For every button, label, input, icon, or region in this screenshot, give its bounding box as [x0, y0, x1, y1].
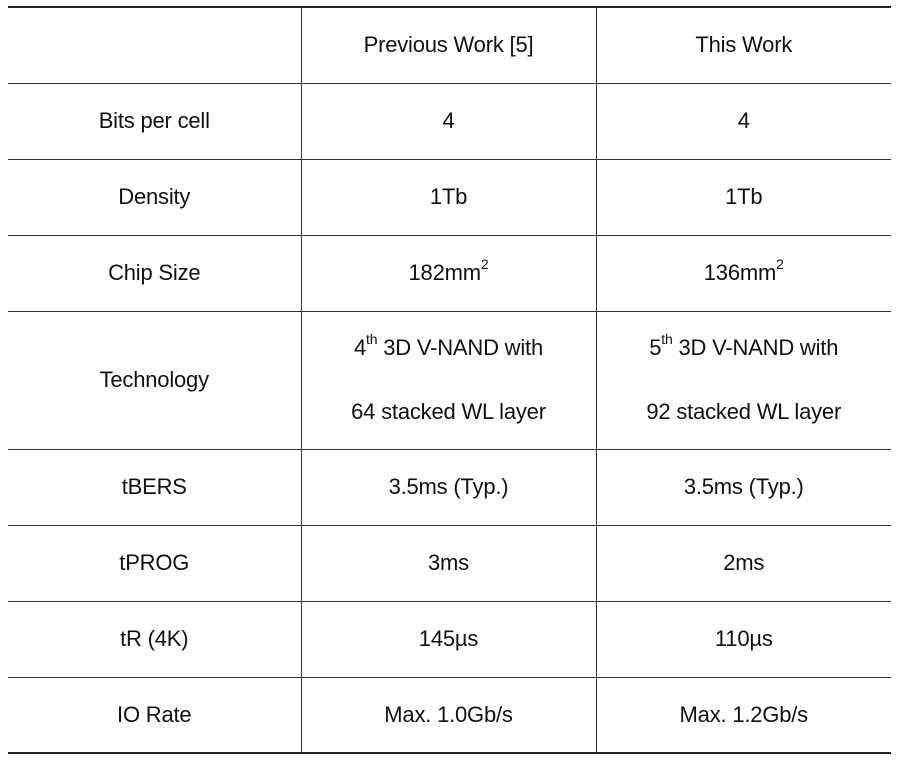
generation-number: 5: [649, 335, 662, 360]
table-row-density: [8, 159, 891, 235]
previous-work-value: 3ms: [301, 525, 596, 601]
previous-work-value: Max. 1.0Gb/s: [301, 677, 596, 753]
row-label: tPROG: [8, 525, 301, 601]
table-row-tprog: [8, 525, 891, 601]
this-work-value: 110µs: [596, 601, 891, 677]
corner-cell: [8, 7, 301, 83]
technology-line-1: [302, 330, 596, 363]
this-work-value: 4: [596, 83, 891, 159]
row-label: IO Rate: [8, 677, 301, 753]
ordinal-superscript: th: [366, 330, 378, 347]
value-superscript: 2: [776, 255, 784, 272]
generation-number: 4: [353, 335, 367, 360]
row-label: Density: [8, 159, 301, 235]
previous-work-value: 145µs: [301, 601, 596, 677]
row-label: Chip Size: [8, 235, 301, 311]
technology-line-2: 92 stacked WL layer: [646, 399, 842, 424]
technology-line-2: 64 stacked WL layer: [351, 399, 546, 424]
this-work-value: 1Tb: [596, 159, 891, 235]
column-header-previous-work: Previous Work [5]: [301, 7, 596, 83]
value-base: 136mm: [703, 260, 777, 285]
table-row-io-rate: [8, 677, 891, 753]
this-work-value: [596, 235, 891, 311]
technology-line-1: [597, 330, 892, 363]
this-work-value: [596, 311, 891, 449]
this-work-value: 3.5ms (Typ.): [596, 449, 891, 525]
column-header-this-work: This Work: [596, 7, 891, 83]
technology-line-1-text: 3D V-NAND with: [377, 335, 544, 360]
value-base: 182mm: [408, 260, 481, 285]
table-row-tr-4k: [8, 601, 891, 677]
this-work-value: Max. 1.2Gb/s: [596, 677, 891, 753]
table-row-tbers: [8, 449, 891, 525]
value-superscript: 2: [480, 255, 489, 272]
row-label: Bits per cell: [8, 83, 301, 159]
table-row-technology: [8, 311, 891, 449]
table-row-bits-per-cell: [8, 83, 891, 159]
header-row: [8, 7, 891, 83]
previous-work-value: 3.5ms (Typ.): [301, 449, 596, 525]
row-label: Technology: [8, 311, 301, 449]
comparison-table: [8, 6, 891, 754]
previous-work-value: 1Tb: [301, 159, 596, 235]
row-label: tBERS: [8, 449, 301, 525]
this-work-value: 2ms: [596, 525, 891, 601]
table-row-chip-size: [8, 235, 891, 311]
previous-work-value: 4: [301, 83, 596, 159]
previous-work-value: [301, 235, 596, 311]
technology-line-1-text: 3D V-NAND with: [672, 335, 839, 360]
previous-work-value: [301, 311, 596, 449]
ordinal-superscript: th: [661, 330, 673, 347]
row-label: tR (4K): [8, 601, 301, 677]
